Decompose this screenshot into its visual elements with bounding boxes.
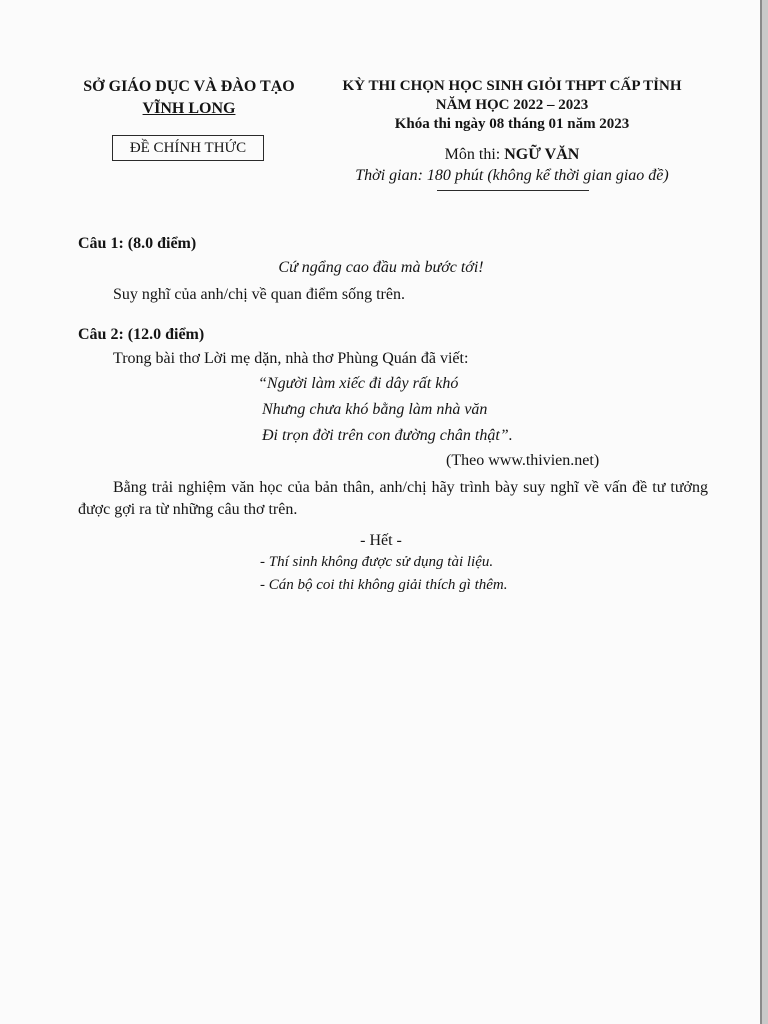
footer-note: - Cán bộ coi thi không giải thích gì thêm. [260, 577, 508, 593]
question-1-title: Câu 1: (8.0 điểm) [78, 235, 197, 252]
province-name: VĨNH LONG [142, 100, 236, 117]
question-2-intro: Trong bài thơ Lời mẹ dặn, nhà thơ Phùng Quán đã viết: [113, 350, 469, 367]
subject-name: NGỮ VĂN [504, 146, 580, 163]
poem-source: (Theo www.thivien.net) [446, 452, 600, 469]
poem-line: Nhưng chưa khó bằng làm nhà văn [262, 401, 488, 418]
department-name: SỞ GIÁO DỤC VÀ ĐÀO TẠO [83, 78, 295, 95]
end-mark: - Hết - [360, 532, 402, 549]
exam-date: Khóa thi ngày 08 tháng 01 năm 2023 [394, 116, 630, 132]
subject-line [316, 146, 708, 164]
question-2-task: Bằng trải nghiệm văn học của bản thân, anh/chị hãy trình bày suy nghĩ về vấn đề tư tưởng được gợi ra từ những câu thơ trên. [78, 479, 708, 518]
question-1-quote: Cứ ngẩng cao đầu mà bước tới! [278, 259, 484, 276]
question-2-title: Câu 2: (12.0 điểm) [78, 326, 205, 343]
school-year: NĂM HỌC 2022 – 2023 [435, 97, 589, 113]
header-divider [437, 190, 589, 191]
official-exam-badge: ĐỀ CHÍNH THỨC [112, 135, 264, 161]
question-1-prompt: Suy nghĩ của anh/chị về quan điểm sống trên. [113, 286, 405, 303]
exam-title: KỲ THI CHỌN HỌC SINH GIỎI THPT CẤP TỈNH [342, 78, 682, 94]
poem-line: “Người làm xiếc đi dây rất khó [258, 375, 459, 392]
footer-note: - Thí sinh không được sử dụng tài liệu. [260, 554, 494, 570]
exam-duration: Thời gian: 180 phút (không kể thời gian giao đề) [355, 167, 669, 184]
subject-prefix: Môn thi: [444, 146, 505, 163]
poem-line: Đi trọn đời trên con đường chân thật”. [262, 427, 513, 444]
